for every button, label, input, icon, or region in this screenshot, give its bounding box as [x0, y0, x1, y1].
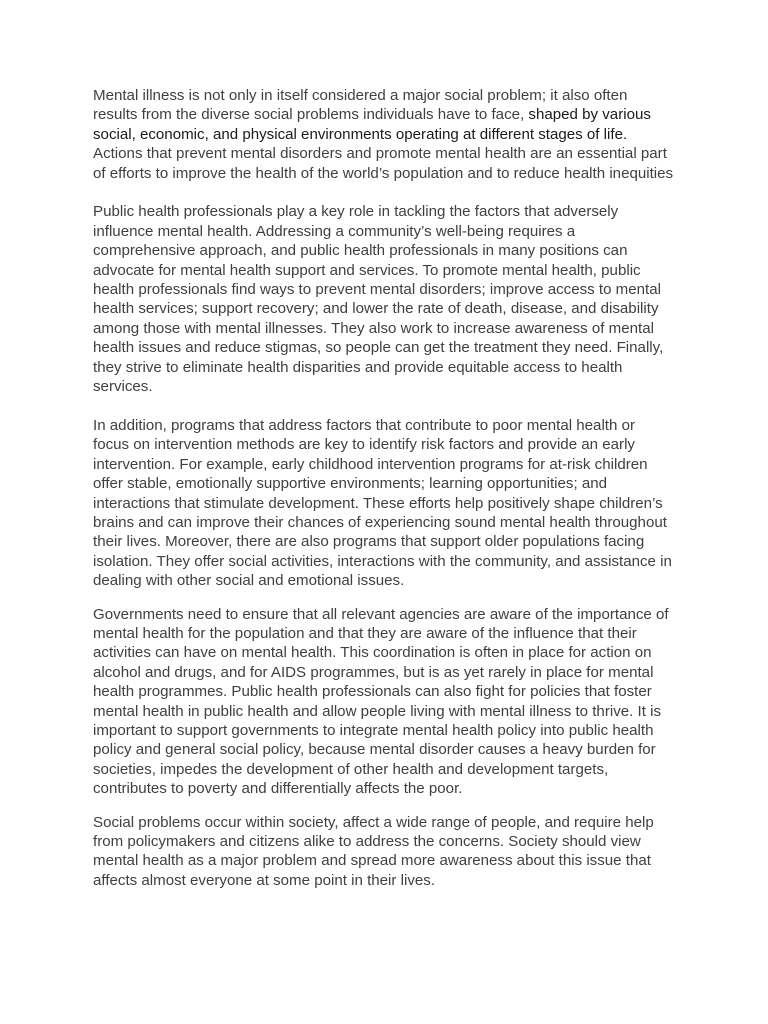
- document-body: [93, 86, 675, 890]
- paragraph-1-segment-2: shaped by various social, economic, and physical environments operating at different stages of life.: [93, 106, 651, 143]
- paragraph-5: Social problems occur within society, affect a wide range of people, and require help from policymakers and citizens alike to address the concerns. Society should view mental health as a major problem and spread more awareness about this issue that affects almost everyone at some point in their lives.: [93, 813, 654, 889]
- paragraph-1-segment-1: Mental illness is not only in itself considered a major social problem; it also often results from the diverse social problems individuals have to face,: [93, 87, 628, 124]
- paragraph-4: Governments need to ensure that all relevant agencies are aware of the importance of mental health for the population and that they are aware of the influence that their activities can have on mental health. This coordination is often in place for action on alcohol and drugs, and for AIDS programmes, but is as yet rarely in place for mental health programmes. Public health professionals can also fight for policies that foster mental health in public health and allow people living with mental illness to thrive. It is important to support governments to integrate mental health policy into public health policy and general social policy, because mental disorder causes a heavy burden for societies, impedes the development of other health and development targets, contributes to poverty and differentially affects the poor.: [93, 605, 669, 798]
- paragraph-2: Public health professionals play a key role in tackling the factors that adversely influence mental health. Addressing a community’s well-being requires a comprehensive approach, and public health professionals in many positions can advocate for mental health support and services. To promote mental health, public health professionals find ways to prevent mental disorders; improve access to mental health services; support recovery; and lower the rate of death, disease, and disability among those with mental illnesses. They also work to increase awareness of mental health issues and reduce stigmas, so people can get the treatment they need. Finally, they strive to eliminate health disparities and provide equitable access to health services.: [93, 203, 664, 396]
- paragraph-3: In addition, programs that address factors that contribute to poor mental health or focus on intervention methods are key to identify risk factors and provide an early intervention. For example, early childhood intervention programs for at-risk children offer stable, emotionally supportive environments; learning opportunities; and interactions that stimulate development. These efforts help positively shape children’s brains and can improve their chances of experiencing sound mental health throughout their lives. Moreover, there are also programs that support older populations facing isolation. They offer social activities, interactions with the community, and assistance in dealing with other social and emotional issues.: [93, 416, 672, 590]
- paragraph-1-segment-3: Actions that prevent mental disorders and promote mental health are an essential part of efforts to improve the health of the world’s population and to reduce health inequities: [93, 145, 674, 182]
- paragraph-1: [93, 86, 675, 183]
